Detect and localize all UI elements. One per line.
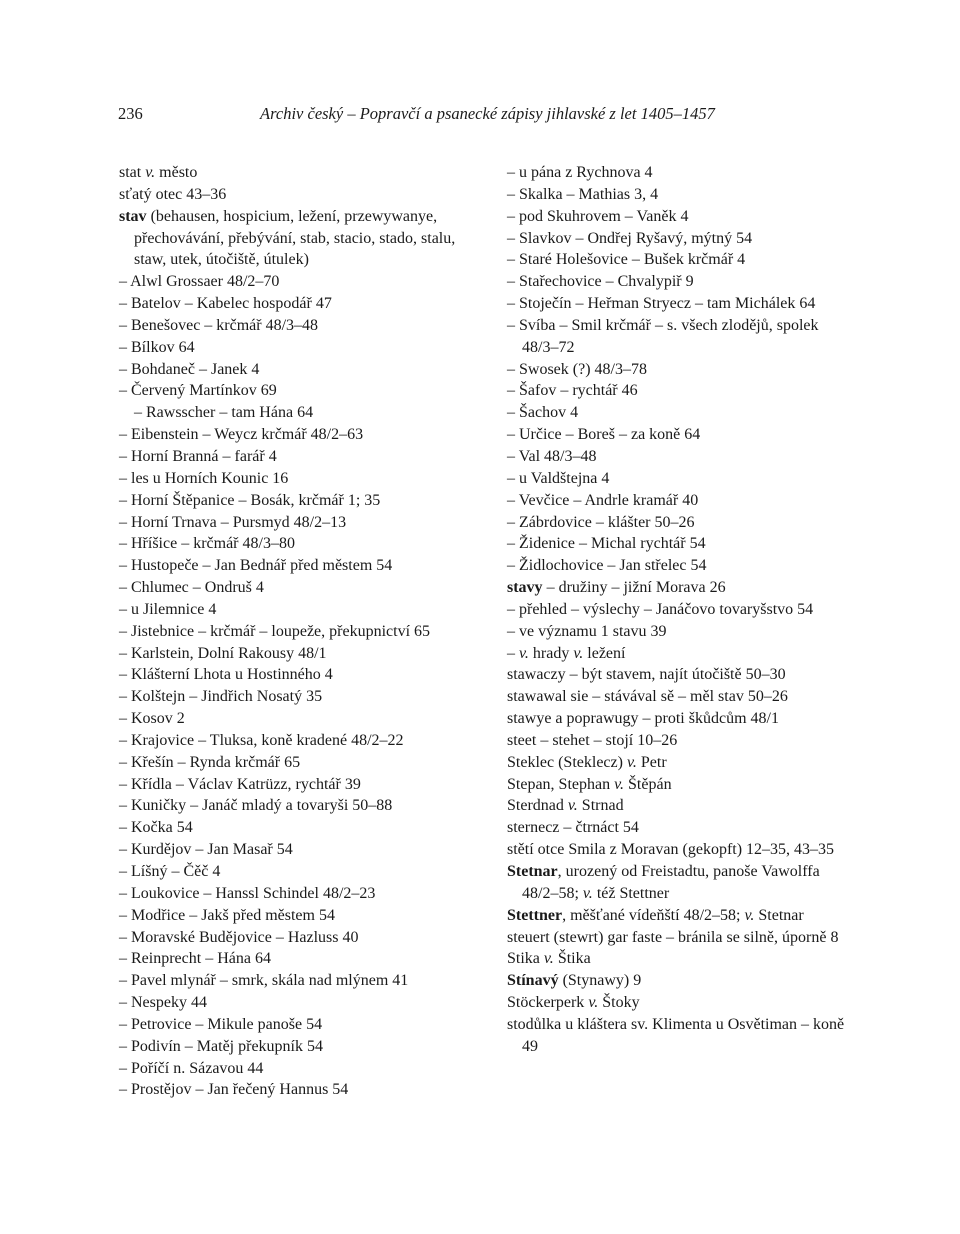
index-entry — [507, 752, 852, 774]
entry-text: , měšťané vídeňští 48/2–58; v. Stetnar — [562, 906, 804, 924]
index-entry — [507, 315, 852, 359]
index-entry — [119, 490, 491, 512]
entry-text: stodůlka u kláštera sv. Klimenta u Osvětiman – koně 49 — [507, 1015, 845, 1055]
index-entry — [119, 293, 491, 315]
entry-text: – Klášterní Lhota u Hostinného 4 — [119, 666, 333, 684]
index-entry — [119, 512, 491, 534]
index-entry — [119, 380, 491, 402]
entry-text: – Červený Martínkov 69 — [119, 382, 277, 400]
index-entry — [507, 490, 852, 512]
entry-text: – v. hrady v. ležení — [507, 644, 626, 662]
index-entry — [507, 905, 852, 927]
index-entry — [119, 861, 491, 883]
index-entry — [119, 1079, 491, 1101]
index-entry — [507, 184, 852, 206]
index-entry — [507, 577, 852, 599]
entry-text: – Skalka – Mathias 3, 4 — [507, 185, 659, 203]
entry-text: – u Jilemnice 4 — [119, 600, 217, 618]
entry-text: – u pána z Rychnova 4 — [507, 164, 653, 181]
index-entry — [507, 730, 852, 752]
index-entry — [507, 271, 852, 293]
index-entry — [507, 708, 852, 730]
index-entry — [119, 708, 491, 730]
entry-headword: Stetnar — [507, 863, 558, 880]
entry-headword: stavy — [507, 579, 543, 597]
entry-text: – Šafov – rychtář 46 — [507, 382, 638, 400]
entry-headword: Stínavý — [507, 972, 559, 990]
entry-text: (Stynawy) 9 — [558, 972, 642, 990]
entry-text: – u Valdštejna 4 — [507, 469, 610, 487]
entry-text: – Batelov – Kabelec hospodář 47 — [119, 295, 332, 313]
index-entry — [119, 752, 491, 774]
entry-text: – Moravské Budějovice – Hazluss 40 — [119, 928, 359, 946]
entry-text: steuert (stewrt) gar faste – bránila se silně, úporně 8 — [507, 928, 839, 946]
entry-text: Stepan, Stephan v. Štěpán — [507, 775, 672, 793]
index-entry — [119, 359, 491, 381]
entry-text: Stöckerperk v. Štoky — [507, 994, 640, 1012]
index-entry — [119, 315, 491, 337]
entry-text: – Kosov 2 — [119, 710, 185, 728]
entry-text: – Slavkov – Ondřej Ryšavý, mýtný 54 — [507, 229, 753, 247]
index-entry — [119, 905, 491, 927]
index-entry — [507, 817, 852, 839]
entry-text: – Nespeky 44 — [119, 994, 207, 1012]
index-entry — [119, 948, 491, 970]
index-entry — [507, 686, 852, 708]
entry-text: – Chlumec – Ondruš 4 — [119, 579, 264, 597]
entry-text: sternecz – čtrnáct 54 — [507, 819, 639, 837]
index-entry — [119, 621, 491, 643]
entry-text: – Křídla – Václav Katrüzz, rychtář 39 — [119, 775, 361, 793]
entry-text: – les u Horních Kounic 16 — [119, 469, 289, 487]
entry-text: – Loukovice – Hanssl Schindel 48/2–23 — [119, 884, 376, 902]
entry-text: – Petrovice – Mikule panoše 54 — [119, 1015, 323, 1033]
page-header — [118, 104, 860, 128]
index-entry — [507, 861, 852, 905]
index-entry — [119, 206, 491, 272]
index-entry — [119, 577, 491, 599]
index-entry — [507, 839, 852, 861]
index-entry — [119, 1058, 491, 1080]
index-entry — [119, 927, 491, 949]
index-entry — [507, 446, 852, 468]
entry-text: (behausen, hospicium, ležení, przewywanye, přechovávání, přebývání, stab, stacio, stado, stalu, staw, utek, útočiště, útulek) — [134, 207, 456, 269]
index-entry — [119, 184, 491, 206]
entry-text: – Pavel mlynář – smrk, skála nad mlýnem 41 — [119, 972, 409, 990]
entry-text: – pod Skuhrovem – Vaněk 4 — [507, 207, 689, 225]
index-entry — [507, 228, 852, 250]
index-entry — [119, 468, 491, 490]
entry-text: – Hříšice – krčmář 48/3–80 — [119, 535, 295, 553]
index-entry — [507, 293, 852, 315]
index-entry — [507, 512, 852, 534]
entry-text: – přehled – výslechy – Janáčovo tovaryšstvo 54 — [507, 600, 814, 618]
index-entry — [507, 468, 852, 490]
entry-text: – ve významu 1 stavu 39 — [507, 622, 667, 640]
entry-text: – Kurdějov – Jan Masař 54 — [119, 841, 293, 859]
entry-text: – Prostějov – Jan řečený Hannus 54 — [119, 1081, 349, 1099]
index-entry — [119, 1036, 491, 1058]
entry-text: – Modřice – Jakš před městem 54 — [119, 906, 335, 924]
entry-text: – Stařechovice – Chvalypiř 9 — [507, 273, 694, 291]
index-entry — [119, 599, 491, 621]
entry-text: sťatý otec 43–36 — [119, 185, 227, 203]
index-entry — [507, 1014, 852, 1058]
entry-text: stawawal sie – stávával sě – měl stav 50–26 — [507, 688, 788, 706]
index-entry — [507, 664, 852, 686]
entry-text: – Kuničky – Janáč mladý a tovaryši 50–88 — [119, 797, 393, 815]
index-column-left — [119, 162, 491, 1101]
entry-text: Sterdnad v. Strnad — [507, 797, 624, 815]
entry-text: – Šachov 4 — [507, 404, 579, 422]
entry-text: – Reinprecht – Hána 64 — [119, 950, 271, 968]
index-entry — [119, 730, 491, 752]
index-entry — [119, 555, 491, 577]
entry-text: – Křešín – Rynda krčmář 65 — [119, 753, 301, 771]
entry-text: – Horní Branná – farář 4 — [119, 447, 277, 465]
entry-text: – Rawsscher – tam Hána 64 — [134, 404, 314, 422]
running-title: Archiv český – Popravčí a psanecké zápisy jihlavské z let 1405–1457 — [260, 104, 715, 123]
index-entry — [507, 970, 852, 992]
entry-text: – družiny – jižní Morava 26 — [542, 579, 726, 597]
entry-text: – Staré Holešovice – Bušek krčmář 4 — [507, 251, 746, 269]
entry-text: – Bílkov 64 — [119, 338, 195, 356]
entry-text: , urozený od Freistadtu, panoše Vawolffa 48/2–58; v. též Stettner — [522, 863, 820, 902]
index-entry — [507, 359, 852, 381]
index-entry — [119, 643, 491, 665]
entry-text: – Karlstein, Dolní Rakousy 48/1 — [119, 644, 327, 662]
entry-text: – Val 48/3–48 — [507, 447, 597, 465]
index-entry — [119, 839, 491, 861]
entry-text: – Určice – Boreš – za koně 64 — [507, 426, 701, 444]
index-entry — [507, 380, 852, 402]
index-entry — [119, 533, 491, 555]
index-entry — [507, 162, 852, 184]
index-entry — [507, 795, 852, 817]
index-entry — [119, 337, 491, 359]
entry-text: – Hustopeče – Jan Bednář před městem 54 — [119, 557, 393, 575]
index-entry — [507, 533, 852, 555]
index-entry — [507, 402, 852, 424]
entry-text: – Jistebnice – krčmář – loupeže, překupnictví 65 — [119, 622, 431, 640]
entry-text: steet – stehet – stojí 10–26 — [507, 731, 678, 749]
entry-text: – Poříčí n. Sázavou 44 — [119, 1059, 264, 1077]
entry-text: stat v. město — [119, 164, 198, 181]
index-entry — [507, 206, 852, 228]
entry-text: – Krajovice – Tluksa, koně kradené 48/2–22 — [119, 731, 404, 749]
index-entry — [119, 817, 491, 839]
index-entry — [507, 774, 852, 796]
entry-text: – Eibenstein – Weycz krčmář 48/2–63 — [119, 426, 364, 444]
entry-text: stětí otce Smila z Moravan (gekopft) 12–35, 43–35 — [507, 841, 835, 859]
index-entry — [119, 686, 491, 708]
entry-text: – Kočka 54 — [119, 819, 193, 837]
entry-text: – Horní Trnava – Pursmyd 48/2–13 — [119, 513, 347, 531]
index-entry — [507, 643, 852, 665]
index-entry — [119, 883, 491, 905]
index-entry — [507, 992, 852, 1014]
index-entry — [119, 774, 491, 796]
index-entry — [119, 664, 491, 686]
entry-text: stawye a poprawugy – proti škůdcům 48/1 — [507, 710, 779, 728]
entry-text: – Benešovec – krčmář 48/3–48 — [119, 316, 319, 334]
index-column-right — [507, 162, 852, 1058]
entry-text: – Bohdaneč – Janek 4 — [119, 360, 260, 378]
entry-text: – Líšný – Čěč 4 — [119, 863, 221, 880]
entry-headword: stav — [119, 207, 147, 225]
entry-text: – Židenice – Michal rychtář 54 — [507, 535, 706, 553]
index-entry — [507, 249, 852, 271]
index-entry — [119, 992, 491, 1014]
index-entry — [119, 271, 491, 293]
index-entry — [119, 162, 491, 184]
entry-headword: Stettner — [507, 906, 563, 924]
entry-text: – Vevčice – Andrle kramář 40 — [507, 491, 699, 509]
index-entry — [119, 970, 491, 992]
entry-text: stawaczy – být stavem, najít útočiště 50–30 — [507, 666, 786, 684]
index-entry — [507, 555, 852, 577]
entry-text: – Podivín – Matěj překupník 54 — [119, 1037, 323, 1055]
entry-text: – Židlochovice – Jan střelec 54 — [507, 557, 707, 575]
index-entry — [119, 424, 491, 446]
index-entry — [119, 795, 491, 817]
entry-text: – Svíba – Smil krčmář – s. všech zlodějů, spolek 48/3–72 — [507, 316, 819, 356]
page-number: 236 — [118, 104, 143, 123]
entry-text: Steklec (Steklecz) v. Petr — [507, 753, 667, 771]
entry-text: – Stoječín – Heřman Stryecz – tam Michálek 64 — [507, 295, 816, 313]
index-entry — [119, 402, 491, 424]
index-entry — [507, 424, 852, 446]
index-entry — [507, 599, 852, 621]
entry-text: – Alwl Grossaer 48/2–70 — [119, 273, 280, 291]
index-entry — [119, 1014, 491, 1036]
entry-text: Stika v. Štika — [507, 950, 591, 968]
index-entry — [507, 621, 852, 643]
entry-text: – Zábrdovice – klášter 50–26 — [507, 513, 695, 531]
index-entry — [119, 446, 491, 468]
index-entry — [507, 948, 852, 970]
entry-text: – Swosek (?) 48/3–78 — [507, 360, 647, 378]
index-entry — [507, 927, 852, 949]
entry-text: – Horní Štěpanice – Bosák, krčmář 1; 35 — [119, 491, 381, 509]
entry-text: – Kolštejn – Jindřich Nosatý 35 — [119, 688, 323, 706]
